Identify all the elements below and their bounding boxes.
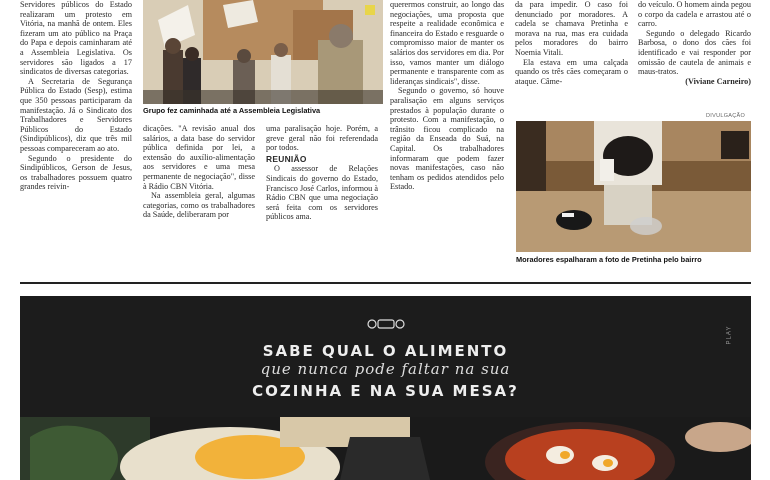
byline: (Viviane Carneiro) bbox=[685, 76, 751, 86]
ad-headline-line3: COZINHA E NA SUA MESA? bbox=[252, 382, 519, 400]
ad-headline-line1: SABE QUAL O ALIMENTO bbox=[262, 342, 509, 360]
article-column-4 bbox=[390, 0, 504, 192]
paragraph: Segundo o governo, só houve paralisação em alguns serviços prestados à população durante o protesto. Com a manifestação, o trânsito ficou complicado na região da Enseada do Suá, na Capital. Os trabalhadores informaram que podem fazer novas manifestações, caso não tenham os pedidos atendidos pelo Estado. bbox=[390, 86, 504, 192]
paragraph: dicações. "A revisão anual dos salários, a data base do servidor pública definida por lei, a extensão do auxílio-alimentação aos servidores e uma mesa permanente de negociação", disse à Rádio CBN Vitória. bbox=[143, 124, 255, 191]
food-photo-image bbox=[20, 417, 751, 480]
ad-side-label: PLAY bbox=[726, 325, 733, 345]
article-column-6 bbox=[638, 0, 751, 86]
section-divider bbox=[20, 282, 751, 284]
paragraph: Ela estava em uma calçada quando os três cães começaram o ataque. Câme- bbox=[515, 57, 628, 86]
paragraph: Segundo o presidente do Sindipúblicos, Gerson de Jesus, os trabalhadores possuem quatro grandes reivin- bbox=[20, 153, 132, 192]
paragraph: Segundo o delegado Ricardo Barbosa, o dono dos cães foi identificado e vai responder por omissão de cautela de animais e maus-tratos. bbox=[638, 28, 751, 77]
article-column-2 bbox=[143, 124, 255, 220]
paragraph: Servidores públicos do Estado realizaram um protesto em Vitória, na manhã de ontem. Eles fizeram um ato público na Praça do Papa e depois caminharam até a Assembleia Legislativa. Os servidores são ligados a 17 sindicatos de diversas categorias. bbox=[20, 0, 132, 77]
article-column-1 bbox=[20, 0, 132, 192]
photo-caption: Grupo fez caminhada até a Assembleia Legislativa bbox=[143, 106, 321, 115]
poster-photo-image bbox=[516, 121, 751, 252]
article-column-5 bbox=[515, 0, 628, 86]
ad-food-photo bbox=[20, 417, 751, 480]
article-column-3 bbox=[266, 124, 378, 222]
protest-photo bbox=[143, 0, 383, 104]
photo-credit: DIVULGAÇÃO bbox=[706, 113, 746, 119]
paragraph: querermos construir, ao longo das negociações, uma proposta que respeite a realidade econômica e financeira do Estado e resguarde o compromisso maior de manter os salários dos servidores em dia. Por isso, vamos manter um diálogo permanente e transparente com as lideranças sindicais", disse. bbox=[390, 0, 504, 86]
paragraph: Na assembleia geral, algumas categorias, como os trabalhadores da Saúde, deliberaram por bbox=[143, 191, 255, 220]
subheading: REUNIÃO bbox=[266, 153, 307, 164]
photo-caption: Moradores espalharam a foto de Pretinha pelo bairro bbox=[516, 255, 702, 264]
paragraph: do veículo. O homem ainda pegou o corpo da cadela e arrastou até o carro. bbox=[638, 0, 751, 29]
paragraph: O assessor de Relações Sindicais do governo do Estado, Francisco José Carlos, informou à Rádio CBN que uma negociação será feita com os servidores públicos ama. bbox=[266, 164, 378, 222]
paragraph: uma paralisação hoje. Porém, a greve geral não foi referendada por todos. bbox=[266, 124, 378, 153]
advertisement bbox=[20, 296, 751, 480]
poster-photo bbox=[516, 121, 751, 252]
protest-photo-image bbox=[143, 0, 383, 104]
logo-ornament-icon bbox=[366, 316, 406, 332]
ad-headline-line2: que nunca pode faltar na sua bbox=[260, 360, 511, 378]
paragraph: A Secretaria de Segurança Pública do Estado (Sesp), estima que 350 pessoas participaram da manifestação. Já o Sindicato dos Trabalhadores e Servidores Públicos do Estado (Sindipúblicos), diz que três mil pessoas compareceram ao ato. bbox=[20, 76, 132, 153]
ad-logo bbox=[366, 316, 406, 332]
paragraph: da para impedir. O caso foi denunciado por moradores. A cadela se chamava Pretinha e morava na rua, mas era cuidada pelos moradores do bairro Noemia Vitali. bbox=[515, 0, 628, 57]
